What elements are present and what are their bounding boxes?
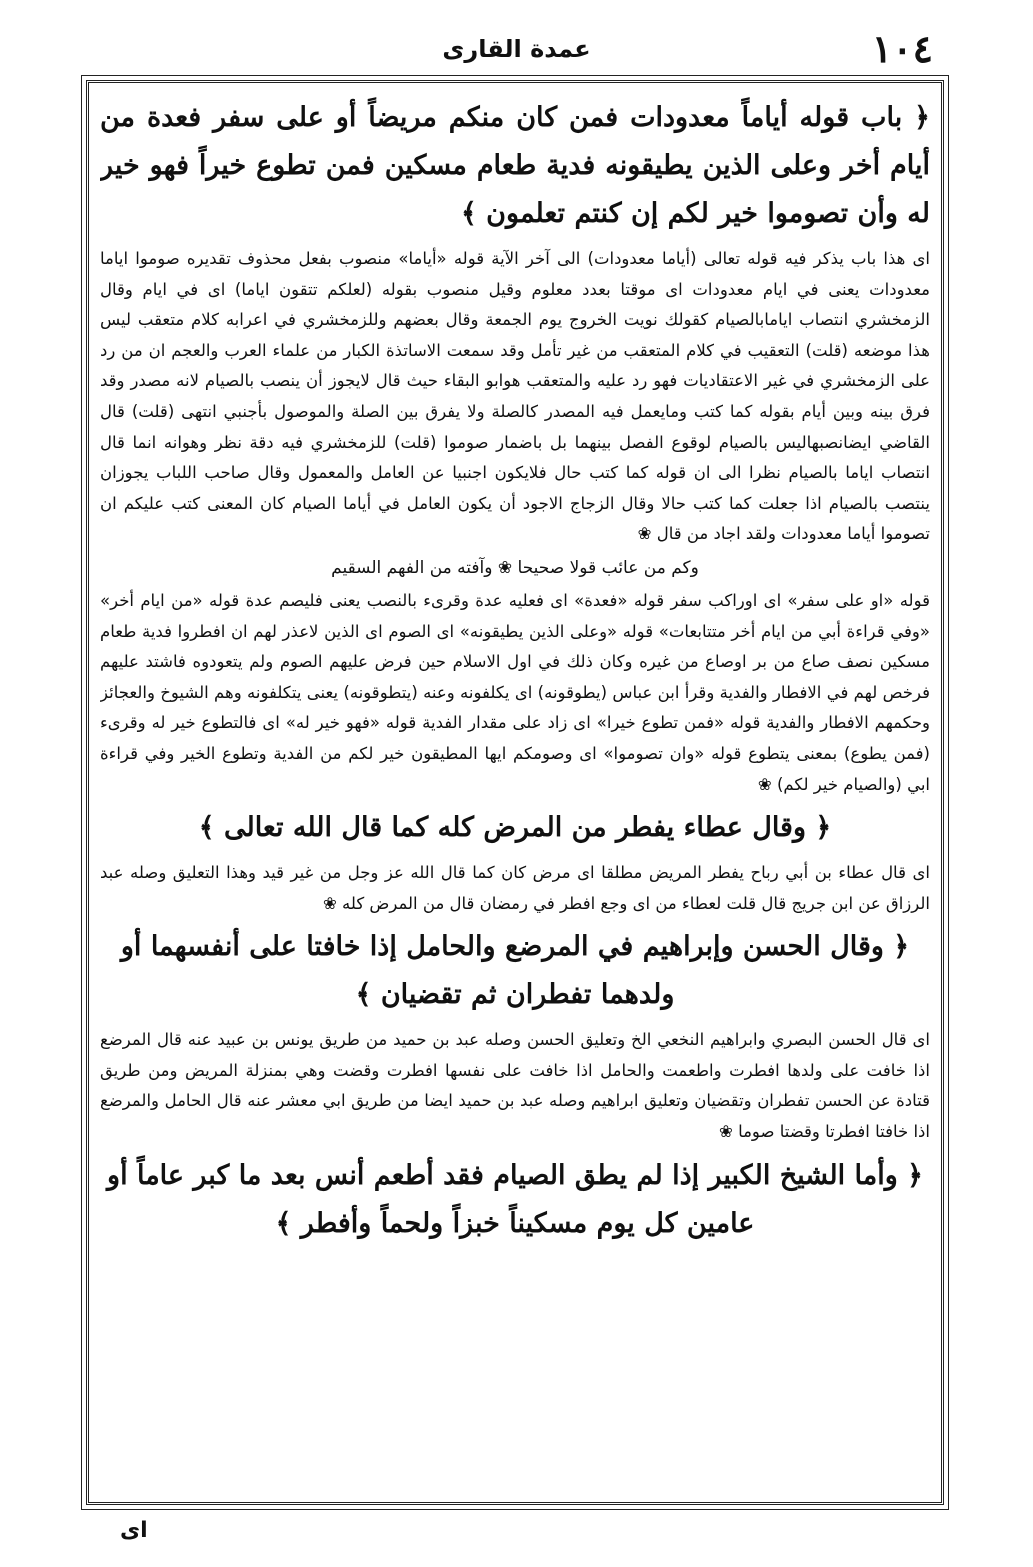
- main-text: [100, 90, 930, 1490]
- chapter-heading-verse: ﴿ باب قوله أياماً معدودات فمن كان منكم مريضاً أو على سفر فعدة من أيام أخر وعلى الذين يطيقونه فدية طعام مسكين فمن تطوع خيراً فهو خير له وأن تصوموا خير لكم إن كنتم تعلمون ﴾: [100, 102, 930, 229]
- page-header: [80, 28, 953, 70]
- commentary-paragraph: اى قال عطاء بن أبي رباح يفطر المريض مطلقا اى مرض كان كما قال الله عز وجل من غير قيد وهذا التعليق وصله عبد الرزاق عن ابن جريج قال قلت لعطاء من اى وجع افطر في رمضان قال من المرض كله ❀: [100, 863, 930, 913]
- catchword: اى: [120, 1518, 148, 1543]
- chapter-heading-shaykh: ﴿ وأما الشيخ الكبير إذا لم يطق الصيام فقد أطعم أنس بعد ما كبر عاماً أو عامين كل يوم مسكيناً خبزاً ولحماً وأفطر ﴾: [107, 1159, 923, 1239]
- chapter-heading-ata: ﴿ وقال عطاء يفطر من المرض كله كما قال الله تعالى ﴾: [198, 812, 832, 844]
- chapter-heading-hasan: ﴿ وقال الحسن وإبراهيم في المرضع والحامل إذا خافتا على أنفسهما أو ولدهما تفطران ثم تقضيان ﴾: [120, 931, 910, 1011]
- commentary-paragraph: اى هذا باب يذكر فيه قوله تعالى (أياما معدودات) الى آخر الآية قوله «أياما» منصوب بفعل محذوف تقديره صوموا اياما معدودات يعنى في ايام معدودات اى موقتا بعدد معلوم وقيل منصوب بقوله (لعلكم تتقون اياما) اى في ايام وقال الزمخشري انتصاب ايامابالصيام كقولك نويت الخروج يوم الجمعة وقال بعضهم وللزمخشري في اعرابه كلام متعقب ليس هذا موضعه (قلت) التعقيب في كلام المتعقب من غير تأمل وقد سمعت الاساتذة الكبار من علماء العرب والعجم ان من رد على الزمخشري في غير الاعتقاديات فهو رد عليه والمتعقب هوابو البقاء حيث قال لايجوز أن ينصب بالصيام لانه مصدر وقد فرق بينه وبين أيام بقوله كما كتب ومايعمل فيه المصدر كالصلة ولا يفرق بين الصلة والموصول بأجنبي انتهى (قلت) قال القاضي ايضانصبهاليس بالصيام لوقوع الفصل بينهما بل باضمار صوموا (قلت) للزمخشري فيه دقة نظر وهوانه انما قال انتصاب اياما بالصيام نظرا الى ان قوله كما كتب حال فلايكون اجنبيا عن العامل والمعمول وقال صاحب اللباب يجوزان ينتصب بالصيام اذا جعلت كما كتب حالا وقال الزجاج الاجود أن يكون العامل في أياما الصيام كان المعنى كتب عليكم ان تصوموا أياما معدودات ولقد اجاد من قال ❀: [100, 249, 930, 544]
- running-head: عمدة القارى: [442, 35, 591, 63]
- page-number: ١٠٤: [871, 26, 933, 71]
- poetry-verse: وكم من عائب قولا صحيحا ❀ وآفته من الفهم السقيم: [331, 557, 699, 578]
- commentary-paragraph: قوله «او على سفر» اى اوراكب سفر قوله «فعدة» اى فعليه عدة وقرىء بالنصب يعنى فليصم عدة قوله «من ايام أخر» «وفي قراءة أبي من ايام أخر متتابعات» قوله «وعلى الذين يطيقونه» اى الصوم اى الذين لاعذر لهم ان افطروا فدية طعام مسكين نصف صاع من بر اوصاع من غيره وكان ذلك في اول الاسلام حين فرض عليهم الصوم ولم يتعودوه فاشتد عليهم فرخص لهم في الافطار والفدية وقرأ ابن عباس (يطوقونه) اى يكلفونه وعنه (يتطوقونه) يعنى يتكلفونه وهم الشيوخ والعجائز وحكمهم الافطار والفدية قوله «فمن تطوع خيرا» اى زاد على مقدار الفدية قوله «فهو خير له» اى فالتطوع خير له وقرىء (فمن يطوع) بمعنى يتطوع قوله «وان تصوموا» اى وصومكم ايها المطيقون خير لكم من الفدية وتطوع الخير وفي قراءة ابي (والصيام خير لكم) ❀: [100, 590, 930, 794]
- commentary-paragraph: اى قال الحسن البصري وابراهيم النخعي الخ وتعليق الحسن وصله عبد بن حميد من طريق يونس بن عبيد عنه قال المرضع اذا خافت على ولدها افطرت واطعمت والحامل اذا خافت على نفسها افطرت وقضت وهي بمنزلة المريض ومن طريق قتادة عن الحسن تفطران وتقضيان وتعليق ابراهيم وصله عبد بن حميد ايضا من طريق ابي معشر عنه قال الحامل والمرضع اذا خافتا افطرتا وقضتا صوما ❀: [100, 1030, 930, 1142]
